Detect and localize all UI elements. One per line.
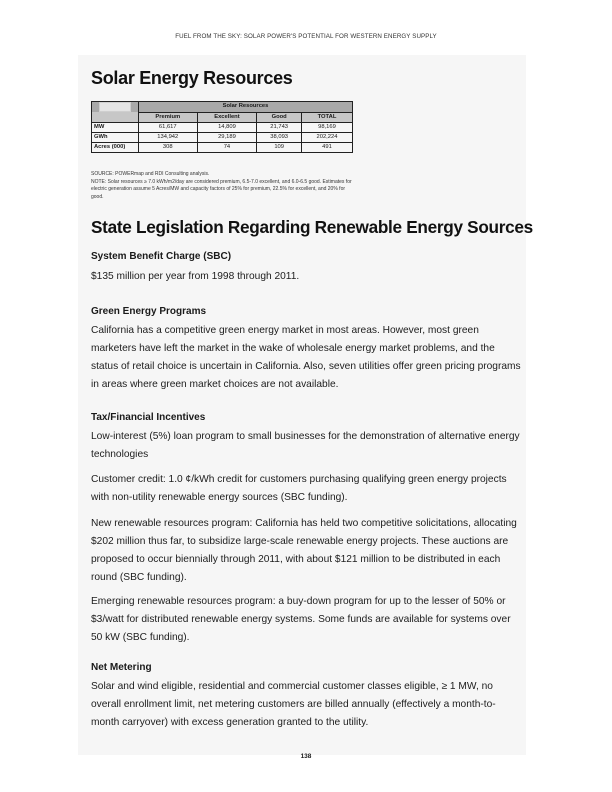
net-metering-body xyxy=(91,678,521,732)
table-notes xyxy=(91,171,353,201)
column-header-good: Good xyxy=(257,112,302,122)
row-label: Acres (000) xyxy=(92,142,139,152)
green-section xyxy=(91,306,521,317)
table-group-header: Solar Resources xyxy=(139,102,353,113)
table-cell: 134,942 xyxy=(139,132,198,142)
table-row xyxy=(92,142,353,152)
tax-paragraph: New renewable resources program: California has held two competitive solicitations, allocating $202 million thus far, to subsidize large-scale renewable energy projects. These auctions are proposed to occur biennially through 2011, with about $121 million to be distributed in each round (SBC funding). xyxy=(91,518,517,583)
solar-resources-table xyxy=(91,101,353,153)
table-cell: 29,189 xyxy=(197,132,257,142)
table-cell: 74 xyxy=(197,142,257,152)
row-label: MW xyxy=(92,122,139,132)
section-title-state-legislation: State Legislation Regarding Renewable Energy Sources xyxy=(91,217,533,237)
table-corner-cell-lower xyxy=(92,112,139,122)
net-metering-section xyxy=(91,662,521,673)
tax-section xyxy=(91,412,521,423)
sbc-heading: System Benefit Charge (SBC) xyxy=(91,251,232,262)
tax-body-1 xyxy=(91,428,521,464)
net-metering-text: Solar and wind eligible, residential and commercial customer classes eligible, ≥ 1 MW, no overall enrollment limit, net metering customers are billed annually (effectively a month-to-month carryover) with excess generation granted to the utility. xyxy=(91,681,496,728)
net-metering-heading: Net Metering xyxy=(91,662,152,673)
column-header-excellent: Excellent xyxy=(197,112,257,122)
table-cell: 21,743 xyxy=(257,122,302,132)
sbc-section xyxy=(91,251,521,262)
table-cell: 38,093 xyxy=(257,132,302,142)
tax-body-4 xyxy=(91,593,521,647)
page-number: 138 xyxy=(300,753,312,760)
tax-heading: Tax/Financial Incentives xyxy=(91,412,206,423)
table-cell: 98,169 xyxy=(301,122,352,132)
column-header-total: TOTAL xyxy=(301,112,352,122)
tax-body-2 xyxy=(91,471,521,507)
table-corner-cell xyxy=(92,102,139,113)
table-row xyxy=(92,122,353,132)
table-cell: 14,809 xyxy=(197,122,257,132)
section-title-solar-energy-resources: Solar Energy Resources xyxy=(91,68,293,88)
green-body xyxy=(91,322,521,394)
sbc-text: $135 million per year from 1998 through 2011. xyxy=(91,271,300,282)
row-label: GWh xyxy=(92,132,139,142)
table-row xyxy=(92,132,353,142)
table-cell: 109 xyxy=(257,142,302,152)
tax-paragraph: Low-interest (5%) loan program to small businesses for the demonstration of alternative energy technologies xyxy=(91,431,520,460)
table-cell: 491 xyxy=(301,142,352,152)
table-methodology-note: NOTE: Solar resources ≥ 7.0 kWh/m2/day are considered premium, 6.5-7.0 excellent, and 6.0-6.5 good. Estimates for electric generation assume 5 Acres/MW and capacity factors of 25% for premium, 22.5% for excellent, and 20% for good. xyxy=(91,178,352,200)
page-background xyxy=(78,55,526,755)
table-cell: 61,617 xyxy=(139,122,198,132)
table-source-note: SOURCE: POWERmap and RDI Consulting analysis. xyxy=(91,171,210,177)
blank-corner-box xyxy=(99,102,131,112)
tax-paragraph: Emerging renewable resources program: a buy-down program for up to the lesser of 50% or $3/watt for distributed renewable energy systems. Some funds are available for systems over 50 kW (SBC funding). xyxy=(91,596,511,643)
tax-body-3 xyxy=(91,515,521,587)
column-header-premium: Premium xyxy=(139,112,198,122)
green-heading: Green Energy Programs xyxy=(91,306,207,317)
green-text: California has a competitive green energy market in most areas. However, most green marketers have left the market in the wake of wholesale energy market problems, and the status of retail choice is uncertain in California. Also, seven utilities offer green pricing programs in areas where green market choices are not available. xyxy=(91,325,521,390)
tax-paragraph: Customer credit: 1.0 ¢/kWh credit for customers purchasing qualifying green energy projects with non-utility renewable energy sources (SBC funding). xyxy=(91,474,507,503)
running-head: FUEL FROM THE SKY: SOLAR POWER'S POTENTIAL FOR WESTERN ENERGY SUPPLY xyxy=(175,33,437,40)
table-cell: 202,224 xyxy=(301,132,352,142)
sbc-body xyxy=(91,268,521,286)
table-cell: 308 xyxy=(139,142,198,152)
